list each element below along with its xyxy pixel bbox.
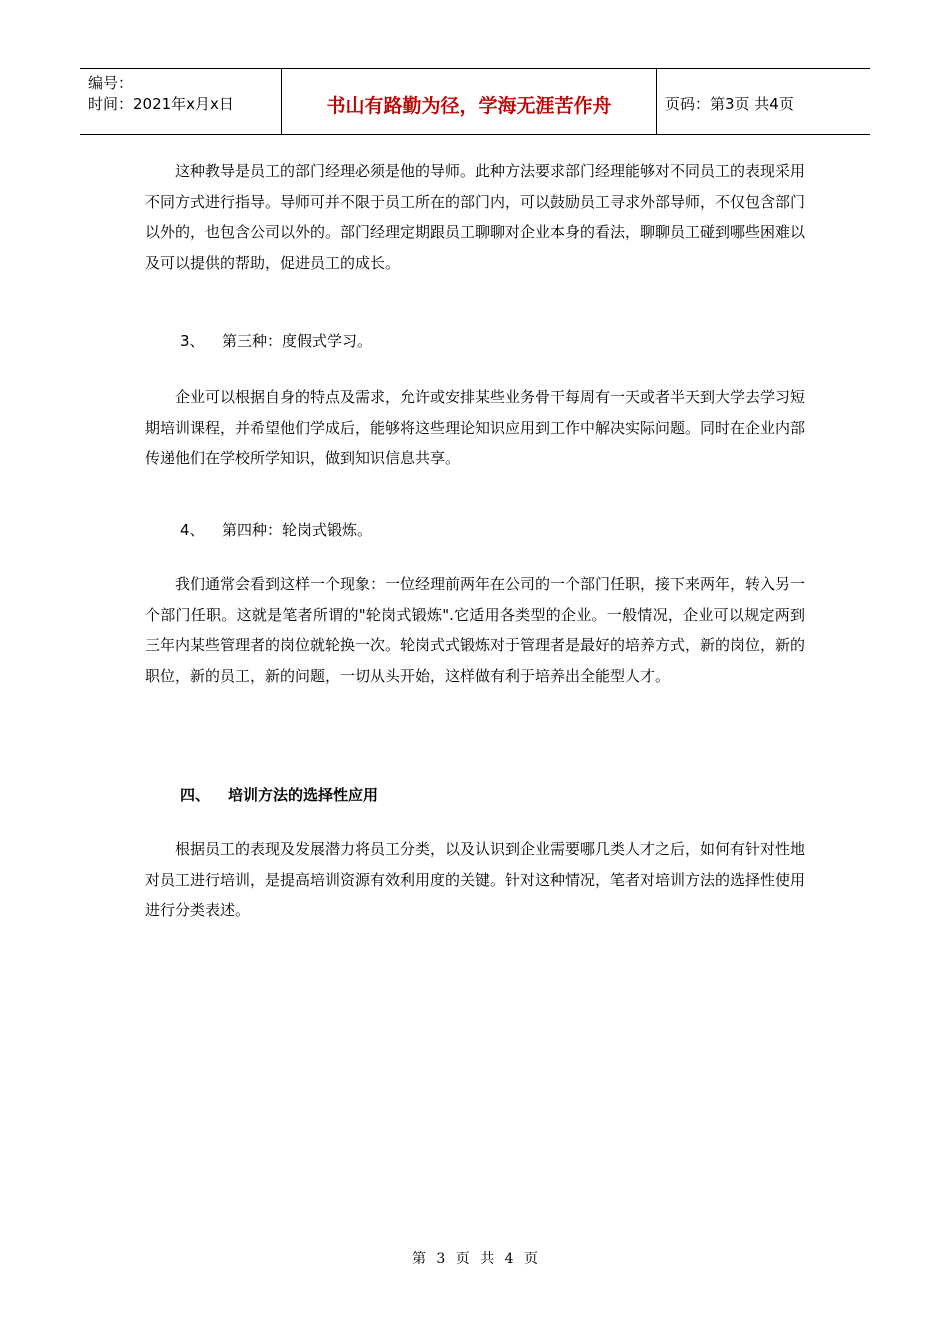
- list-item-3: [180, 330, 372, 351]
- page-header: [80, 68, 870, 135]
- section-heading-4-title: 培训方法的选择性应用: [228, 786, 379, 804]
- header-page-cell: [657, 69, 870, 134]
- list-item-3-number: 3、: [180, 332, 205, 350]
- page-footer: 第 3 页 共 4 页: [411, 1251, 539, 1267]
- header-motto-cell: [282, 69, 657, 134]
- section-heading-4-number: 四、: [180, 786, 211, 804]
- header-meta-cell: [80, 69, 282, 134]
- list-item-4: [180, 519, 372, 540]
- body-paragraph-2: 企业可以根据自身的特点及需求，允许或安排某些业务骨干每周有一天或者半天到大学去学习短期培训课程，并希望他们学成后，能够将这些理论知识应用到工作中解决实际问题。同时在企业内部传递他们在学校所学知识，做到知识信息共享。: [145, 388, 806, 467]
- body-paragraph-4: 根据员工的表现及发展潜力将员工分类，以及认识到企业需要哪几类人才之后，如何有针对性地对员工进行培训，是提高培训资源有效利用度的关键。针对这种情况，笔者对培训方法的选择性使用进行分类表述。: [145, 840, 806, 919]
- body-paragraph-3: 我们通常会看到这样一个现象：一位经理前两年在公司的一个部门任职，接下来两年，转入另一个部门任职。这就是笔者所谓的"轮岗式锻炼".它适用各类型的企业。一般情况，企业可以规定两到三年内某些管理者的岗位就轮换一次。轮岗式式锻炼对于管理者是最好的培养方式，新的岗位，新的职位，新的员工，新的问题，一切从头开始，这样做有利于培养出全能型人才。: [145, 575, 806, 685]
- list-item-4-text: 第四种：轮岗式锻炼。: [222, 521, 373, 539]
- list-item-4-number: 4、: [180, 521, 205, 539]
- section-heading-4: [180, 784, 378, 805]
- header-page-info: 页码：第3页 共4页: [665, 95, 794, 113]
- document-time-label: 时间：2021年x月x日: [88, 95, 234, 113]
- list-item-3-text: 第三种：度假式学习。: [222, 332, 373, 350]
- body-paragraph-1: 这种教导是员工的部门经理必须是他的导师。此种方法要求部门经理能够对不同员工的表现采用不同方式进行指导。导师可并不限于员工所在的部门内，可以鼓励员工寻求外部导师，不仅包含部门以外的，也包含公司以外的。部门经理定期跟员工聊聊对企业本身的看法，聊聊员工碰到哪些困难以及可以提供的帮助，促进员工的成长。: [145, 162, 806, 272]
- header-motto: 书山有路勤为径，学海无涯苦作舟: [326, 95, 612, 117]
- document-number-label: 编号：: [88, 74, 134, 92]
